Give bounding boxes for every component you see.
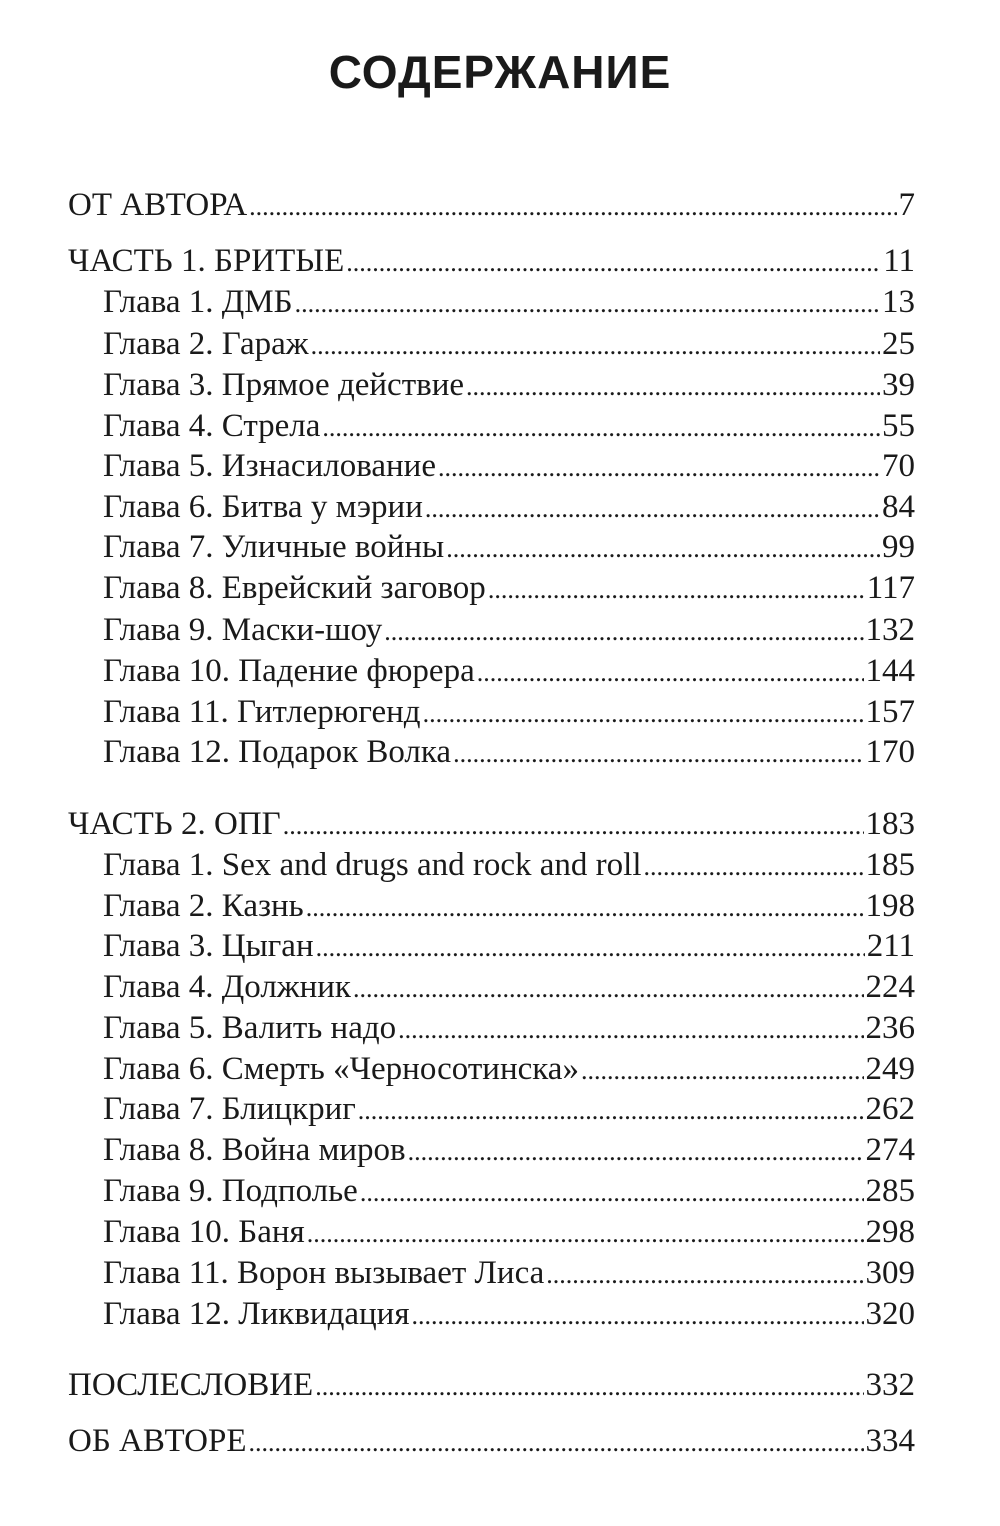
toc-entry-label: Глава 2. Гараж — [103, 326, 309, 362]
toc-page-number: 13 — [882, 284, 915, 320]
toc-chapter — [103, 487, 915, 527]
dot-leader — [581, 1049, 864, 1091]
toc-page-number: 55 — [882, 408, 915, 444]
toc-chapter — [103, 527, 915, 567]
dot-leader — [412, 1294, 864, 1336]
toc-page-number: 183 — [865, 806, 915, 842]
dot-leader — [644, 845, 864, 887]
toc-entry-label: Глава 9. Подполье — [103, 1173, 358, 1209]
toc-entry-label: Глава 8. Еврейский заговор — [103, 570, 486, 606]
dot-leader — [446, 527, 880, 569]
toc-chapter — [103, 1089, 915, 1129]
toc-entry-label: Глава 1. Sex and drugs and rock and roll — [103, 847, 642, 883]
dot-leader — [408, 1130, 864, 1172]
toc-chapter — [103, 282, 915, 322]
dot-leader — [466, 365, 880, 407]
toc-page-number: 274 — [865, 1132, 915, 1168]
toc-entry-label: Глава 12. Ликвидация — [103, 1296, 410, 1332]
toc-entry-label: Глава 6. Битва у мэрии — [103, 489, 423, 525]
toc-page-number: 224 — [865, 969, 915, 1005]
toc-page-number: 11 — [883, 243, 915, 279]
toc-chapter — [103, 1294, 915, 1334]
toc-entry-label: Глава 10. Падение фюрера — [103, 653, 475, 689]
toc-page-number: 84 — [882, 489, 915, 525]
toc-chapter — [103, 732, 915, 772]
toc-section — [68, 185, 915, 225]
toc-entry-label: Глава 8. Война миров — [103, 1132, 406, 1168]
toc-page-number: 320 — [865, 1296, 915, 1332]
dot-leader — [477, 651, 864, 693]
toc-page-number: 39 — [882, 367, 915, 403]
dot-leader — [546, 1253, 863, 1295]
toc-page-number: 144 — [865, 653, 915, 689]
toc-page-number: 249 — [865, 1051, 915, 1087]
toc-entry-label: ЧАСТЬ 2. ОПГ — [68, 806, 281, 842]
toc-entry-label: Глава 9. Маски-шоу — [103, 612, 383, 648]
toc-chapter — [103, 406, 915, 446]
toc-chapter — [103, 1212, 915, 1252]
dot-leader — [353, 967, 864, 1009]
dot-leader — [384, 610, 863, 652]
toc-page-number: 99 — [882, 529, 915, 565]
dot-leader — [307, 1212, 864, 1254]
toc-page-number: 236 — [865, 1010, 915, 1046]
toc-page-number: 198 — [865, 888, 915, 924]
toc-entry-label: Глава 7. Уличные войны — [103, 529, 445, 565]
toc-page-number: 185 — [865, 847, 915, 883]
toc-entry-label: Глава 3. Цыган — [103, 928, 314, 964]
dot-leader — [360, 1171, 864, 1213]
toc-page-number: 298 — [865, 1214, 915, 1250]
toc-entry-label: Глава 4. Стрела — [103, 408, 321, 444]
dot-leader — [425, 487, 880, 529]
dot-leader — [346, 241, 881, 283]
toc-entry-label: ОТ АВТОРА — [68, 187, 248, 223]
toc-entry-label: Глава 5. Валить надо — [103, 1010, 397, 1046]
toc-chapter — [103, 886, 915, 926]
toc-chapter — [103, 926, 915, 966]
toc-chapter — [103, 446, 915, 486]
toc-entry-label: ПОСЛЕСЛОВИЕ — [68, 1367, 314, 1403]
toc-entry-label: Глава 7. Блицкриг — [103, 1091, 356, 1127]
dot-leader — [311, 324, 880, 366]
dot-leader — [316, 926, 865, 968]
toc-entry-label: ОБ АВТОРЕ — [68, 1423, 247, 1459]
toc-entry-label: Глава 3. Прямое действие — [103, 367, 465, 403]
toc-page-number: 332 — [865, 1367, 915, 1403]
toc-chapter — [103, 1253, 915, 1293]
toc-entry-label: ЧАСТЬ 1. БРИТЫЕ — [68, 243, 345, 279]
dot-leader — [398, 1008, 863, 1050]
toc-page-number: 25 — [882, 326, 915, 362]
toc-chapter — [103, 365, 915, 405]
dot-leader — [438, 446, 880, 488]
toc-entry-label: Глава 10. Баня — [103, 1214, 305, 1250]
toc-page-number: 70 — [882, 448, 915, 484]
dot-leader — [306, 886, 864, 928]
dot-leader — [249, 185, 896, 227]
dot-leader — [249, 1421, 864, 1463]
toc-section — [68, 241, 915, 281]
toc-chapter — [103, 651, 915, 691]
dot-leader — [295, 282, 880, 324]
dot-leader — [322, 406, 880, 448]
toc-page-number: 211 — [866, 928, 915, 964]
dot-leader — [423, 692, 864, 734]
toc-page-number: 7 — [898, 187, 915, 223]
toc-page-number: 157 — [865, 694, 915, 730]
dot-leader — [453, 732, 863, 774]
toc-entry-label: Глава 11. Гитлерюгенд — [103, 694, 421, 730]
toc-chapter — [103, 1130, 915, 1170]
dot-leader — [283, 804, 864, 846]
toc-page-number: 170 — [865, 734, 915, 770]
toc-entry-label: Глава 11. Ворон вызывает Лиса — [103, 1255, 545, 1291]
toc-page-number: 334 — [865, 1423, 915, 1459]
toc-entry-label: Глава 6. Смерть «Черносотинска» — [103, 1051, 579, 1087]
dot-leader — [358, 1089, 864, 1131]
page-title: СОДЕРЖАНИЕ — [328, 46, 672, 98]
toc-entry-label: Глава 4. Должник — [103, 969, 351, 1005]
toc-page-number: 132 — [865, 612, 915, 648]
toc-chapter — [103, 568, 915, 608]
toc-chapter — [103, 610, 915, 650]
toc-chapter — [103, 1008, 915, 1048]
toc-chapter — [103, 1171, 915, 1211]
toc-page-number: 285 — [865, 1173, 915, 1209]
toc-section — [68, 804, 915, 844]
toc-chapter — [103, 692, 915, 732]
toc-chapter — [103, 1049, 915, 1089]
toc-entry-label: Глава 1. ДМБ — [103, 284, 293, 320]
toc-entry-label: Глава 12. Подарок Волка — [103, 734, 452, 770]
toc-page-number: 117 — [866, 570, 915, 606]
dot-leader — [488, 568, 865, 610]
toc-entry-label: Глава 2. Казнь — [103, 888, 304, 924]
toc-page-number: 309 — [865, 1255, 915, 1291]
toc-chapter — [103, 845, 915, 885]
toc-chapter — [103, 324, 915, 364]
toc-section — [68, 1421, 915, 1461]
dot-leader — [315, 1365, 863, 1407]
toc-chapter — [103, 967, 915, 1007]
toc-section — [68, 1365, 915, 1405]
toc-entry-label: Глава 5. Изнасилование — [103, 448, 436, 484]
toc-page-number: 262 — [865, 1091, 915, 1127]
